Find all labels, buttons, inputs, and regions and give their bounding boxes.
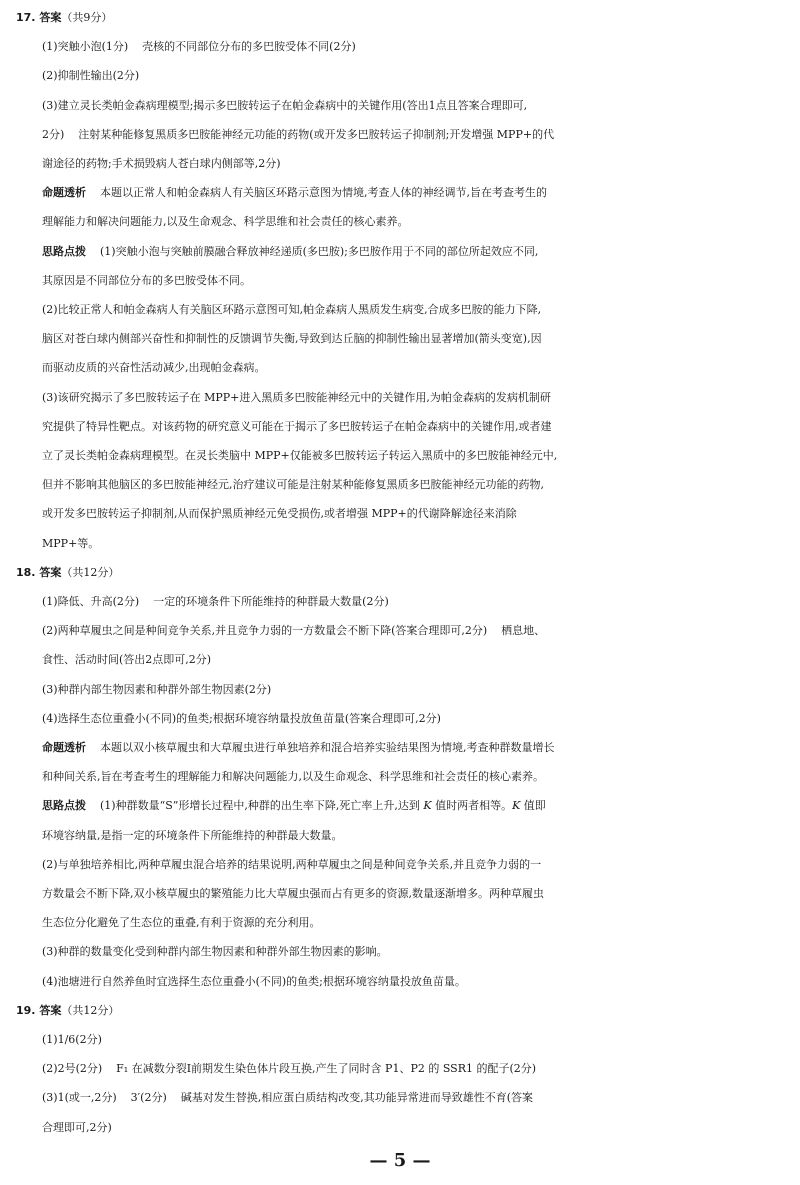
text-run: 本题以双小核草履虫和大草履虫进行单独培养和混合培养实验结果图为情境,考查种群数量增长 — [100, 741, 555, 754]
text-line — [0, 1030, 800, 1050]
text-run: 脑区对苍白球内侧部兴奋性和抑制性的反馈调节失衡,导致到达丘脑的抑制性输出显著增加(箭头变宽),因 — [42, 332, 542, 346]
text-line — [0, 621, 800, 641]
text-run: （共9分） — [61, 11, 113, 24]
text-run: 生态位分化避免了生态位的重叠,有利于资源的充分利用。 — [42, 916, 321, 930]
text-run: (2)两种草履虫之间是种间竞争关系,并且竞争力弱的一方数量会不断下降(答案合理即可,2分) — [42, 624, 488, 638]
text-line — [0, 96, 800, 116]
text-line — [0, 66, 800, 86]
text-line — [0, 212, 800, 232]
text-run: (4)池塘进行自然养鱼时宜选择生态位重叠小(不同)的鱼类;根据环境容纳量投放鱼苗量。 — [42, 974, 466, 988]
text-line — [0, 1088, 800, 1108]
text-run: (1)突触小泡(1分) — [42, 40, 129, 54]
text-run: (2)抑制性输出(2分) — [42, 69, 140, 83]
text-run: 3′(2分) — [130, 1091, 167, 1105]
text-line — [0, 125, 800, 145]
text-run: 值即 — [520, 799, 546, 813]
text-line — [0, 884, 800, 904]
keyword-label: 18. 答案 — [16, 565, 62, 579]
keyword-label: 命题透析 — [42, 741, 86, 754]
text-run: 而驱动皮质的兴奋性活动减少,出现帕金森病。 — [42, 361, 266, 375]
text-run: （共12分） — [61, 565, 120, 579]
text-run: 本题以正常人和帕金森病人有关脑区环路示意图为情境,考查人体的神经调节,旨在考查考生的 — [100, 186, 547, 200]
text-run: 其原因是不同部位分布的多巴胺受体不同。 — [42, 273, 251, 287]
text-run: 碱基对发生替换,相应蛋白质结构改变,其功能异常进而导致雄性不育(答案 — [180, 1091, 534, 1105]
text-line — [0, 680, 800, 700]
keyword-label: 命题透析 — [42, 186, 86, 200]
text-run: (3)该研究揭示了多巴胺转运子在 MPP+进入黑质多巴胺能神经元中的关键作用,为帕金森病的发病机制研 — [42, 390, 551, 404]
italic-symbol: K — [423, 799, 432, 813]
italic-symbol: K — [512, 799, 521, 813]
text-line — [0, 534, 800, 554]
text-run: 壳核的不同部位分布的多巴胺受体不同(2分) — [142, 40, 356, 54]
text-line — [0, 709, 800, 729]
text-run: (1)1/6(2分) — [42, 1033, 102, 1046]
text-line — [0, 329, 800, 349]
text-run: 和种间关系,旨在考查考生的理解能力和解决问题能力,以及生命观念、科学思维和社会责任的核心素养。 — [42, 770, 544, 784]
text-line — [0, 300, 800, 320]
text-run: (3)种群的数量变化受到种群内部生物因素和种群外部生物因素的影响。 — [42, 945, 388, 959]
text-run: (4)选择生态位重叠小(不同)的鱼类;根据环境容纳量投放鱼苗量(答案合理即可,2分) — [42, 711, 441, 725]
text-run: 环境容纳量,是指一定的环境条件下所能维持的种群最大数量。 — [42, 828, 343, 842]
text-run: (1)降低、升高(2分) — [42, 595, 140, 608]
text-run: 食性、活动时间(答出2点即可,2分) — [42, 653, 212, 667]
text-run: (3)种群内部生物因素和种群外部生物因素(2分) — [42, 682, 272, 696]
text-run: 注射某种能修复黑质多巴胺能神经元功能的药物(或开发多巴胺转运子抑制剂;开发增强 MPP+的代 — [78, 127, 555, 141]
text-run: 但并不影响其他脑区的多巴胺能神经元,治疗建议可能是注射某种能修复黑质多巴胺能神经元功能的药物, — [42, 478, 544, 492]
text-line — [0, 913, 800, 933]
text-run: 立了灵长类帕金森病理模型。在灵长类脑中 MPP+仅能被多巴胺转运子转运入黑质中的多巴胺能神经元中, — [42, 449, 558, 462]
text-line — [0, 183, 800, 203]
text-run: (2)与单独培养相比,两种草履虫混合培养的结果说明,两种草履虫之间是种间竞争关系,并且竞争力弱的一 — [42, 857, 542, 871]
text-line — [0, 446, 800, 466]
keyword-label: 17. 答案 — [16, 11, 62, 24]
text-line — [0, 417, 800, 437]
text-line — [0, 504, 800, 524]
text-line — [0, 592, 800, 612]
keyword-label: 19. 答案 — [16, 1003, 62, 1017]
text-line — [0, 271, 800, 291]
text-line — [0, 1118, 800, 1138]
text-line — [0, 388, 800, 408]
text-line — [0, 650, 800, 670]
text-run: F₁ 在减数分裂Ⅰ前期发生染色体片段互换,产生了同时含 P1、P2 的 SSR1 的配子(2分) — [116, 1062, 537, 1076]
text-line — [0, 475, 800, 495]
question-heading — [0, 8, 800, 28]
text-line — [0, 738, 800, 758]
text-run: 方数量会不断下降,双小核草履虫的繁殖能力比大草履虫强而占有更多的资源,数量逐渐增多。两种草履虫 — [42, 887, 544, 900]
text-line — [0, 767, 800, 787]
text-line — [0, 154, 800, 174]
text-line — [0, 942, 800, 962]
text-line — [0, 855, 800, 875]
text-run: 合理即可,2分) — [42, 1120, 112, 1134]
text-line — [0, 796, 800, 816]
text-run: 栖息地、 — [501, 624, 546, 638]
text-run: 2分) — [42, 127, 65, 141]
text-run: (2)比较正常人和帕金森病人有关脑区环路示意图可知,帕金森病人黑质发生病变,合成多巴胺的能力下降, — [42, 303, 542, 316]
keyword-label: 思路点拨 — [42, 799, 86, 813]
text-run: （共12分） — [61, 1003, 120, 1017]
text-run: 理解能力和解决问题能力,以及生命观念、科学思维和社会责任的核心素养。 — [42, 215, 409, 229]
text-run: (2)2号(2分) — [42, 1062, 103, 1076]
text-line — [0, 826, 800, 846]
text-run: 或开发多巴胺转运子抑制剂,从而保护黑质神经元免受损伤,或者增强 MPP+的代谢降解途径来消除 — [42, 507, 517, 521]
question-heading — [0, 563, 800, 583]
text-run: 值时两者相等。 — [431, 799, 513, 813]
text-run: 究提供了特异性靶点。对该药物的研究意义可能在于揭示了多巴胺转运子在帕金森病中的关键作用,或者建 — [42, 419, 552, 433]
text-run: 一定的环境条件下所能维持的种群最大数量(2分) — [153, 595, 389, 608]
text-line — [0, 37, 800, 57]
text-run: (3)1(或一,2分) — [42, 1091, 117, 1105]
text-run: MPP+等。 — [42, 536, 100, 550]
text-run: (1)种群数量“S”形增长过程中,种群的出生率下降,死亡率上升,达到 — [100, 799, 424, 813]
page-number: — 5 — — [369, 1150, 431, 1171]
text-line — [0, 242, 800, 262]
text-line — [0, 972, 800, 992]
question-heading — [0, 1001, 800, 1021]
keyword-label: 思路点拨 — [42, 244, 86, 258]
text-run: (1)突触小泡与突触前膜融合释放神经递质(多巴胺);多巴胺作用于不同的部位所起效应不同, — [100, 244, 539, 258]
text-run: 谢途径的药物;手术损毁病人苍白球内侧部等,2分) — [42, 157, 281, 170]
text-line — [0, 1059, 800, 1079]
text-run: (3)建立灵长类帕金森病理模型;揭示多巴胺转运子在帕金森病中的关键作用(答出1点且答案合理即可, — [42, 98, 528, 112]
text-line — [0, 358, 800, 378]
